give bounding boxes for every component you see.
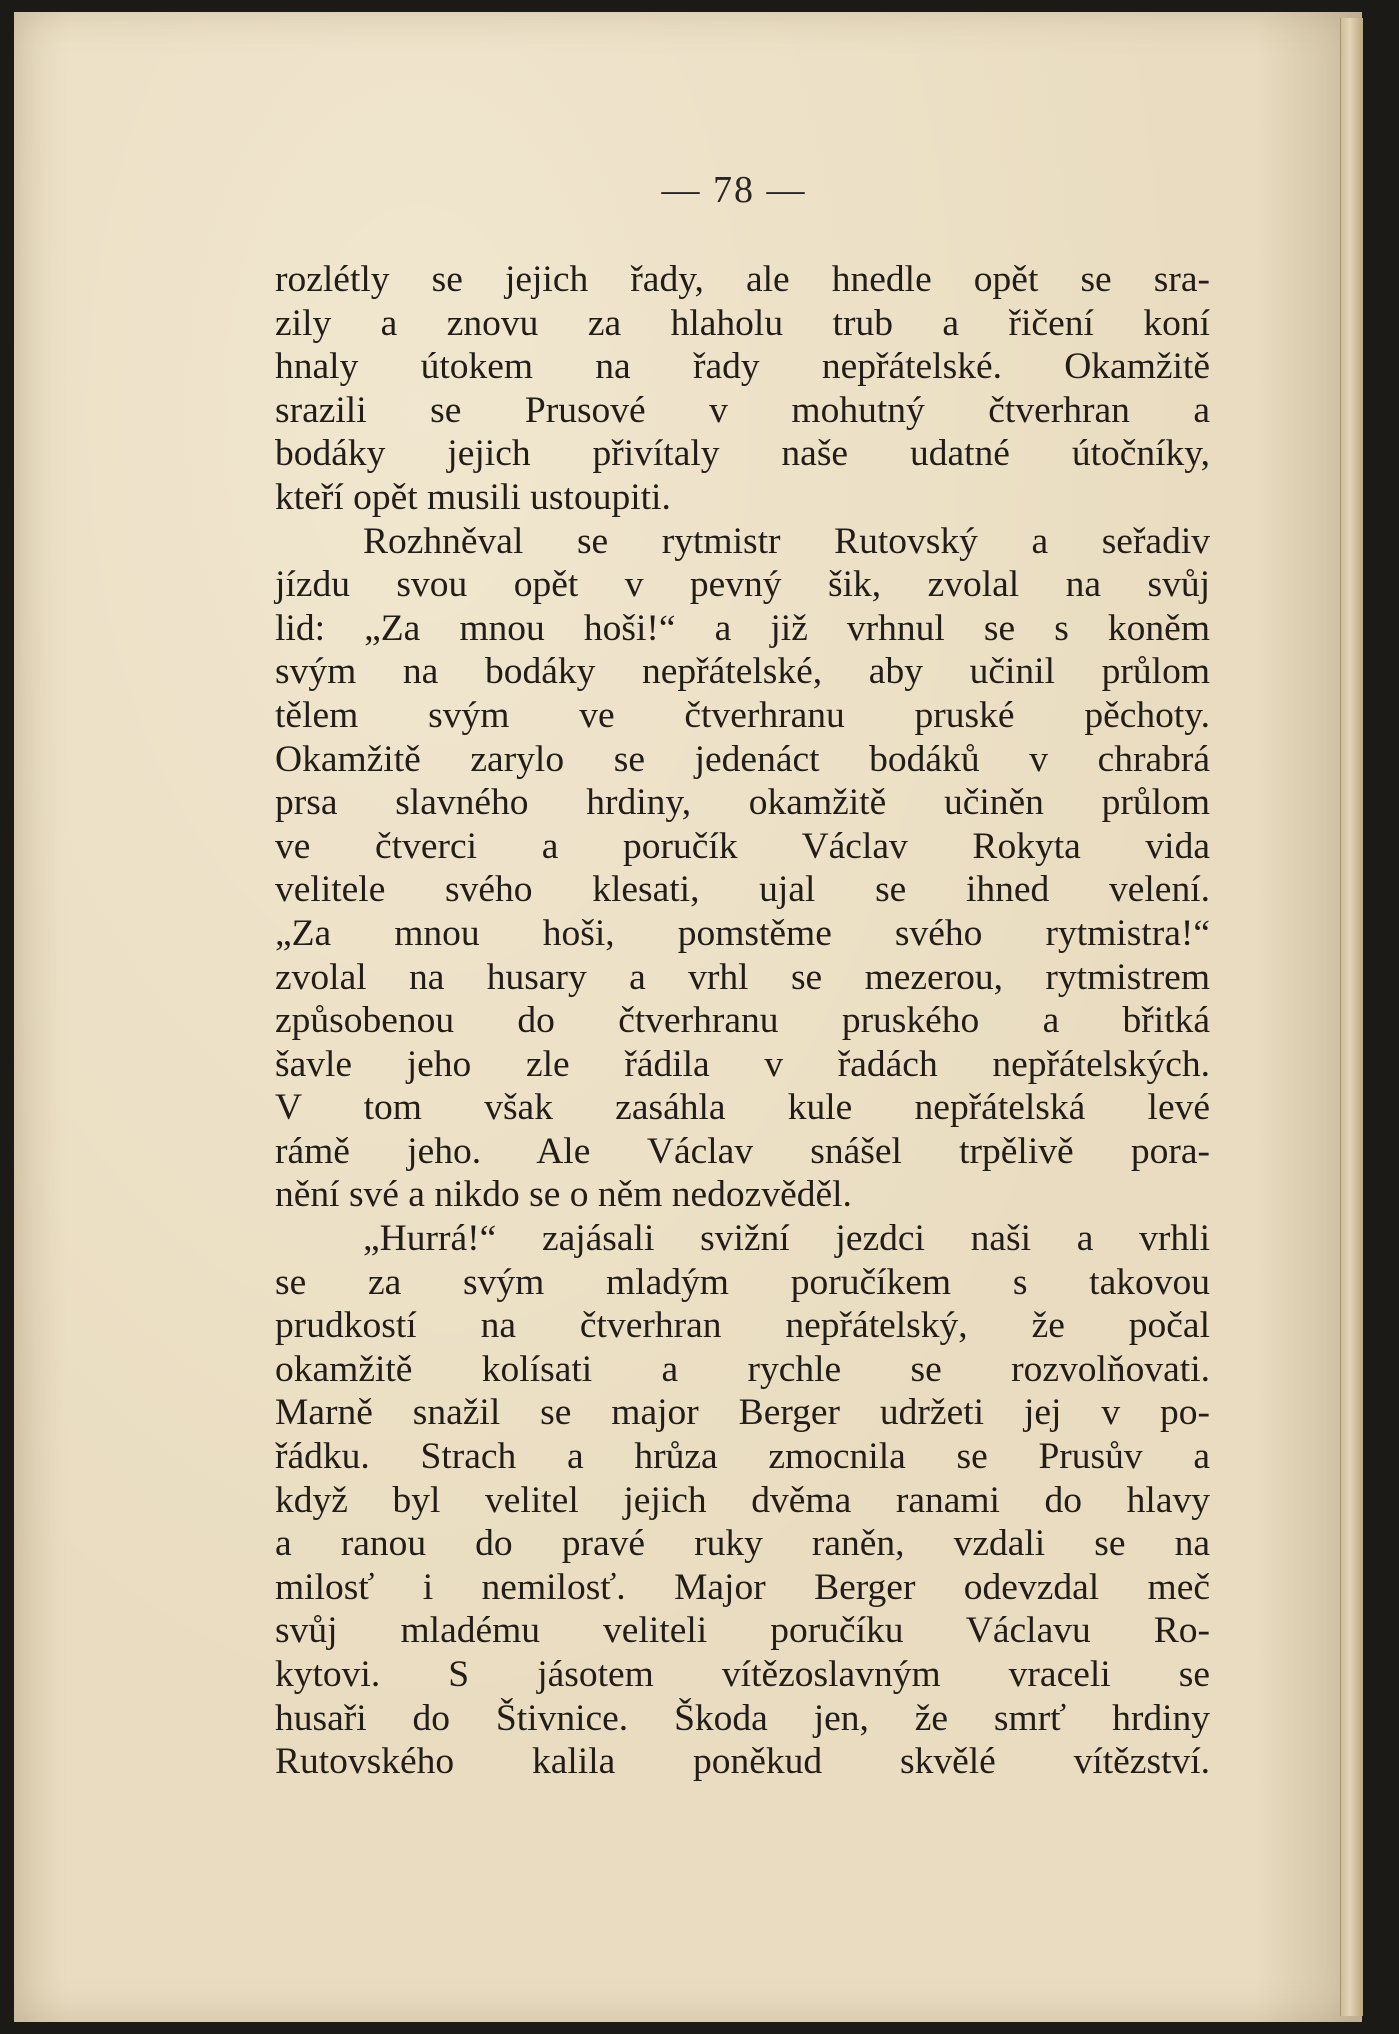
text-line: ve čtverci a poručík Václav Rokyta vida	[275, 825, 1210, 867]
text-line: prsa slavného hrdiny, okamžitě učiněn průlom	[275, 782, 1210, 824]
text-line: milosť i nemilosť. Major Berger odevzdal meč	[275, 1566, 1210, 1608]
text-line: hnaly útokem na řady nepřátelské. Okamžitě	[275, 346, 1210, 388]
text-line: husaři do Štivnice. Škoda jen, že smrť hrdiny	[275, 1697, 1210, 1739]
text-line: jízdu svou opět v pevný šik, zvolal na svůj	[275, 564, 1210, 606]
text-line: způsobenou do čtverhranu pruského a břitká	[275, 1000, 1210, 1042]
text-line: Okamžitě zarylo se jedenáct bodáků v chrabrá	[275, 738, 1210, 780]
text-line: lid: „Za mnou hoši!“ a již vrhnul se s koněm	[275, 607, 1210, 649]
text-line: prudkostí na čtverhran nepřátelský, že počal	[275, 1305, 1210, 1347]
text-line: a ranou do pravé ruky raněn, vzdali se na	[275, 1523, 1210, 1565]
text-line: řádku. Strach a hrůza zmocnila se Prusův a	[275, 1436, 1210, 1478]
text-line: Rutovského kalila poněkud skvělé vítězství.	[275, 1741, 1210, 1783]
text-line: V tom však zasáhla kule nepřátelská levé	[275, 1087, 1210, 1129]
text-line: zvolal na husary a vrhl se mezerou, rytmistrem	[275, 956, 1210, 998]
text-line: se za svým mladým poručíkem s takovou	[275, 1261, 1210, 1303]
text-line: bodáky jejich přivítaly naše udatné útočníky,	[275, 433, 1210, 475]
text-line: kytovi. S jásotem vítězoslavným vraceli se	[275, 1654, 1210, 1695]
text-line: šavle jeho zle řádila v řadách nepřátelských.	[275, 1043, 1210, 1085]
text-line: tělem svým ve čtverhranu pruské pěchoty.	[275, 694, 1210, 736]
page-number: — 78 —	[661, 169, 807, 211]
text-line: velitele svého klesati, ujal se ihned velení.	[275, 869, 1210, 911]
text-line: zily a znovu za hlaholu trub a řičení koní	[275, 302, 1210, 344]
text-line: srazili se Prusové v mohutný čtverhran a	[275, 389, 1210, 431]
text-line: „Za mnou hoši, pomstěme svého rytmistra!“	[275, 912, 1210, 954]
text-line: rozlétly se jejich řady, ale hnedle opět se sra-	[275, 259, 1210, 300]
text-line: kteří opět musili ustoupiti.	[275, 476, 671, 518]
text-line: svůj mladému veliteli poručíku Václavu Ro-	[275, 1610, 1210, 1652]
text-line: Marně snažil se major Berger udržeti jej v po-	[275, 1392, 1210, 1434]
text-line: svým na bodáky nepřátelské, aby učinil průlom	[275, 651, 1210, 693]
text-line: Rozhněval se rytmistr Rutovský a seřadiv	[363, 520, 1210, 562]
page-edge	[1340, 18, 1363, 2016]
text-line: rámě jeho. Ale Václav snášel trpělivě pora-	[275, 1130, 1210, 1172]
text-line: okamžitě kolísati a rychle se rozvolňovati.	[275, 1348, 1210, 1390]
body-text	[275, 258, 1210, 1784]
text-line: nění své a nikdo se o něm nedozvěděl.	[275, 1174, 852, 1216]
text-line: když byl velitel jejich dvěma ranami do hlavy	[275, 1479, 1210, 1521]
text-line: „Hurrá!“ zajásali svižní jezdci naši a vrhli	[363, 1218, 1210, 1260]
